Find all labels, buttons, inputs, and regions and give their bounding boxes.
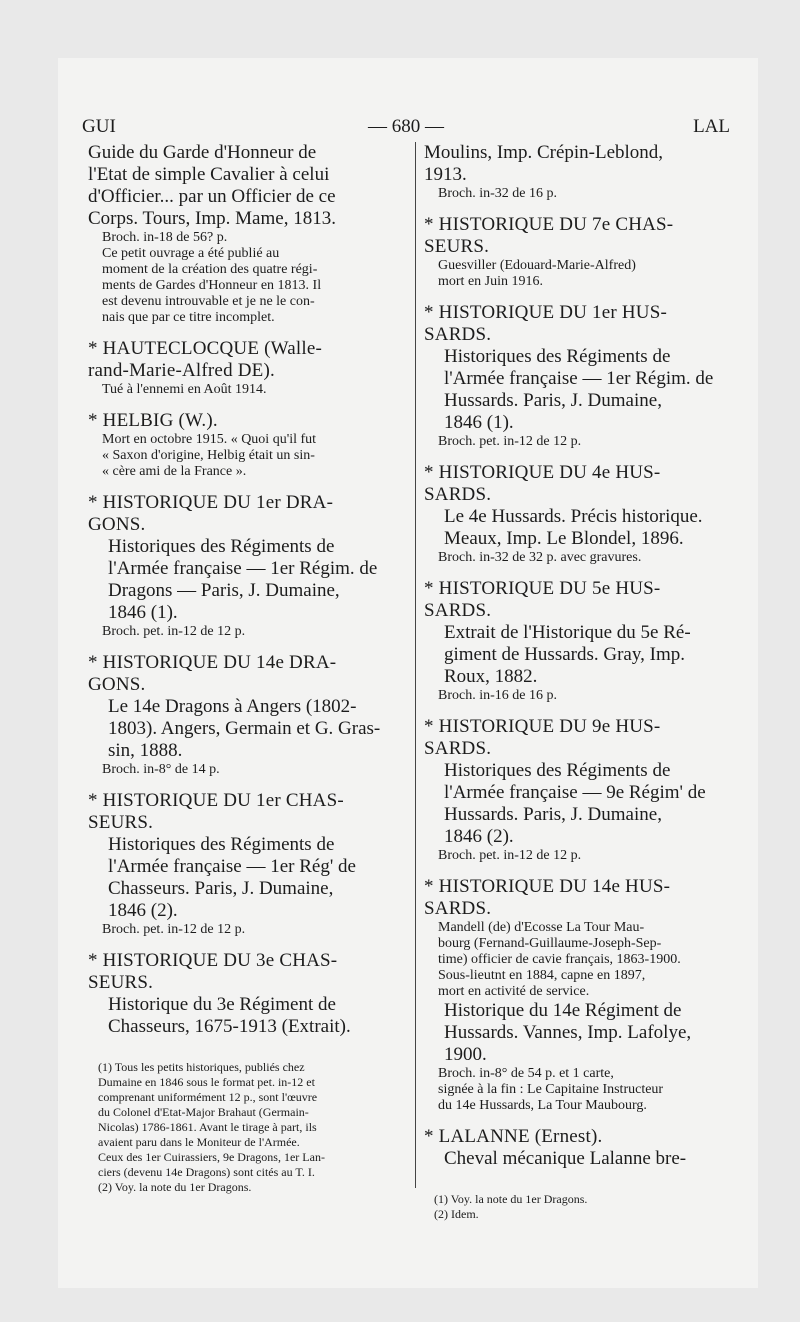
entry-note-line: ments de Gardes d'Honneur en 1813. Il: [102, 278, 322, 293]
footnote-line: (1) Voy. la note du 1er Dragons.: [434, 1192, 588, 1206]
bibliography-entry: [88, 790, 400, 938]
entry-body-line: Historiques des Régiments de: [108, 536, 335, 557]
entry-body-line: l'Etat de simple Cavalier à celui: [88, 164, 330, 185]
entry-body-line: d'Officier... par un Officier de ce: [88, 186, 336, 207]
entry-heading-line: * HELBIG (W.).: [88, 410, 218, 431]
bibliography-entry: [424, 1126, 728, 1170]
entry-heading-line: * HISTORIQUE DU 4e HUS-: [424, 462, 661, 483]
entry-heading-line: * HISTORIQUE DU 14e HUS-: [424, 876, 671, 897]
header-left-word: GUI: [82, 116, 116, 137]
entry-body-line: Hussards. Vannes, Imp. Lafolye,: [444, 1022, 692, 1043]
entry-note-line: Mandell (de) d'Ecosse La Tour Mau-: [438, 920, 645, 935]
entry-body-line: 1846 (2).: [108, 900, 178, 921]
entry-heading-line: SARDS.: [424, 600, 492, 621]
entry-note-line: du 14e Hussards, La Tour Maubourg.: [438, 1098, 647, 1113]
footnote-line: Dumaine en 1846 sous le format pet. in-12 et: [98, 1075, 315, 1089]
entry-heading-line: SARDS.: [424, 484, 492, 505]
entry-body-line: Chasseurs, 1675-1913 (Extrait).: [108, 1016, 351, 1037]
footnote-line: (2) Voy. la note du 1er Dragons.: [98, 1180, 252, 1194]
entry-note-line: mort en Juin 1916.: [438, 274, 543, 289]
entry-heading-line: * HISTORIQUE DU 9e HUS-: [424, 716, 661, 737]
entry-heading-line: * HAUTECLOCQUE (Walle-: [88, 338, 322, 359]
entry-note-line: Broch. in-32 de 32 p. avec gravures.: [438, 550, 642, 565]
entry-note-line: Ce petit ouvrage a été publié au: [102, 246, 280, 261]
entry-heading-line: SARDS.: [424, 324, 492, 345]
entry-note-line: « cère ami de la France ».: [102, 464, 247, 479]
entry-body-line: Historiques des Régiments de: [444, 346, 671, 367]
footnote-line: du Colonel d'Etat-Major Brahaut (Germain-: [98, 1105, 309, 1119]
entry-body-line: l'Armée française — 1er Régim. de: [108, 558, 378, 579]
right-column: [424, 142, 728, 1222]
entry-body-line: 1913.: [424, 164, 467, 185]
entry-heading-line: * LALANNE (Ernest).: [424, 1126, 603, 1147]
entry-body-line: 1846 (1).: [444, 412, 514, 433]
entry-heading-line: GONS.: [88, 674, 146, 695]
bibliography-entry: [88, 410, 400, 480]
entry-note-line: « Saxon d'origine, Helbig était un sin-: [102, 448, 315, 463]
entry-heading-line: * HISTORIQUE DU 7e CHAS-: [424, 214, 674, 235]
entry-note-line: Broch. pet. in-12 de 12 p.: [102, 922, 246, 937]
entry-heading-line: SARDS.: [424, 898, 492, 919]
entry-note-line: Broch. in-32 de 16 p.: [438, 186, 557, 201]
entry-heading-line: GONS.: [88, 514, 146, 535]
entry-note-line: Mort en octobre 1915. « Quoi qu'il fut: [102, 432, 317, 447]
entry-note-line: moment de la création des quatre régi-: [102, 262, 318, 277]
footnote-line: (1) Tous les petits historiques, publiés chez: [98, 1060, 305, 1074]
entry-body-line: Moulins, Imp. Crépin-Leblond,: [424, 142, 664, 163]
entry-heading-line: SEURS.: [424, 236, 490, 257]
bibliography-entry: [88, 338, 400, 398]
entry-body-line: Meaux, Imp. Le Blondel, 1896.: [444, 528, 684, 549]
left-column: [88, 142, 400, 1195]
entry-note-line: Guesviller (Edouard-Marie-Alfred): [438, 258, 636, 273]
entry-heading-line: * HISTORIQUE DU 1er HUS-: [424, 302, 667, 323]
entry-body-line: Hussards. Paris, J. Dumaine,: [444, 804, 662, 825]
bibliography-entry: [88, 950, 400, 1038]
entry-body-line: Roux, 1882.: [444, 666, 538, 687]
entry-body-line: 1846 (1).: [108, 602, 178, 623]
bibliography-entry: [88, 492, 400, 640]
bibliography-entry: [424, 876, 728, 1114]
header-right-word: LAL: [693, 116, 730, 137]
entry-body-line: Historique du 14e Régiment de: [444, 1000, 682, 1021]
entry-note-line: Broch. in-18 de 56? p.: [102, 230, 228, 245]
entry-body-line: Corps. Tours, Imp. Mame, 1813.: [88, 208, 336, 229]
entry-body-line: l'Armée française — 1er Régim. de: [444, 368, 714, 389]
entry-heading-line: * HISTORIQUE DU 1er CHAS-: [88, 790, 344, 811]
entry-note-line: Tué à l'ennemi en Août 1914.: [102, 382, 267, 397]
bibliography-entry: [424, 302, 728, 450]
entry-body-line: Guide du Garde d'Honneur de: [88, 142, 317, 163]
entry-body-line: 1846 (2).: [444, 826, 514, 847]
bibliography-entry: [424, 578, 728, 704]
footnote-line: Ceux des 1er Cuirassiers, 9e Dragons, 1er Lan-: [98, 1150, 325, 1164]
column-rule: [415, 142, 416, 1188]
entry-note-line: Broch. pet. in-12 de 12 p.: [102, 624, 246, 639]
entry-note-line: Broch. in-8° de 54 p. et 1 carte,: [438, 1066, 614, 1081]
entry-note-line: mort en activité de service.: [438, 984, 590, 999]
entry-heading-line: SEURS.: [88, 972, 154, 993]
entry-body-line: Le 14e Dragons à Angers (1802-: [108, 696, 357, 717]
entry-note-line: time) officier de cavie français, 1863-1900.: [438, 952, 681, 967]
entry-body-line: Cheval mécanique Lalanne bre-: [444, 1148, 687, 1169]
entry-body-line: sin, 1888.: [108, 740, 183, 761]
entry-heading-line: * HISTORIQUE DU 1er DRA-: [88, 492, 334, 513]
entry-body-line: Historiques des Régiments de: [108, 834, 335, 855]
entry-body-line: l'Armée française — 1er Rég' de: [108, 856, 356, 877]
entry-body-line: Extrait de l'Historique du 5e Ré-: [444, 622, 691, 643]
entry-body-line: Historiques des Régiments de: [444, 760, 671, 781]
entry-body-line: giment de Hussards. Gray, Imp.: [444, 644, 685, 665]
footnote-line: comprenant uniformément 12 p., sont l'œuvre: [98, 1090, 318, 1104]
entry-body-line: Chasseurs. Paris, J. Dumaine,: [108, 878, 334, 899]
entry-heading-line: * HISTORIQUE DU 3e CHAS-: [88, 950, 338, 971]
entry-note-line: Sous-lieutnt en 1884, capne en 1897,: [438, 968, 646, 983]
entry-body-line: l'Armée française — 9e Régim' de: [444, 782, 706, 803]
bibliography-entry: [424, 716, 728, 864]
entry-heading-line: * HISTORIQUE DU 5e HUS-: [424, 578, 661, 599]
page-number: — 680 —: [368, 116, 444, 137]
page-header: [82, 116, 730, 140]
footnote-line: ciers (devenu 14e Dragons) sont cités au T. I.: [98, 1165, 315, 1179]
entry-note-line: Broch. pet. in-12 de 12 p.: [438, 848, 582, 863]
entry-heading-line: SEURS.: [88, 812, 154, 833]
footnote-line: avaient paru dans le Moniteur de l'Armée.: [98, 1135, 300, 1149]
bibliography-entry: [88, 142, 400, 326]
entry-body-line: 1900.: [444, 1044, 487, 1065]
entry-note-line: bourg (Fernand-Guillaume-Joseph-Sep-: [438, 936, 662, 951]
entry-heading-line: rand-Marie-Alfred DE).: [88, 360, 275, 381]
entry-heading-line: SARDS.: [424, 738, 492, 759]
entry-body-line: Dragons — Paris, J. Dumaine,: [108, 580, 340, 601]
entry-note-line: signée à la fin : Le Capitaine Instructeur: [438, 1082, 664, 1097]
entry-note-line: est devenu introuvable et je ne le con-: [102, 294, 315, 309]
footnote-line: (2) Idem.: [434, 1207, 479, 1221]
entry-note-line: Broch. in-16 de 16 p.: [438, 688, 557, 703]
bibliography-entry: [424, 142, 728, 202]
bibliography-entry: [88, 652, 400, 778]
bibliography-entry: [424, 462, 728, 566]
entry-body-line: Hussards. Paris, J. Dumaine,: [444, 390, 662, 411]
entry-note-line: Broch. in-8° de 14 p.: [102, 762, 220, 777]
footnote-line: Nicolas) 1786-1861. Avant le tirage à part, ils: [98, 1120, 317, 1134]
bibliography-entry: [424, 214, 728, 290]
entry-heading-line: * HISTORIQUE DU 14e DRA-: [88, 652, 337, 673]
entry-note-line: nais que par ce titre incomplet.: [102, 310, 275, 325]
entry-note-line: Broch. pet. in-12 de 12 p.: [438, 434, 582, 449]
entry-body-line: Historique du 3e Régiment de: [108, 994, 336, 1015]
entry-body-line: Le 4e Hussards. Précis historique.: [444, 506, 703, 527]
entry-body-line: 1803). Angers, Germain et G. Gras-: [108, 718, 381, 739]
